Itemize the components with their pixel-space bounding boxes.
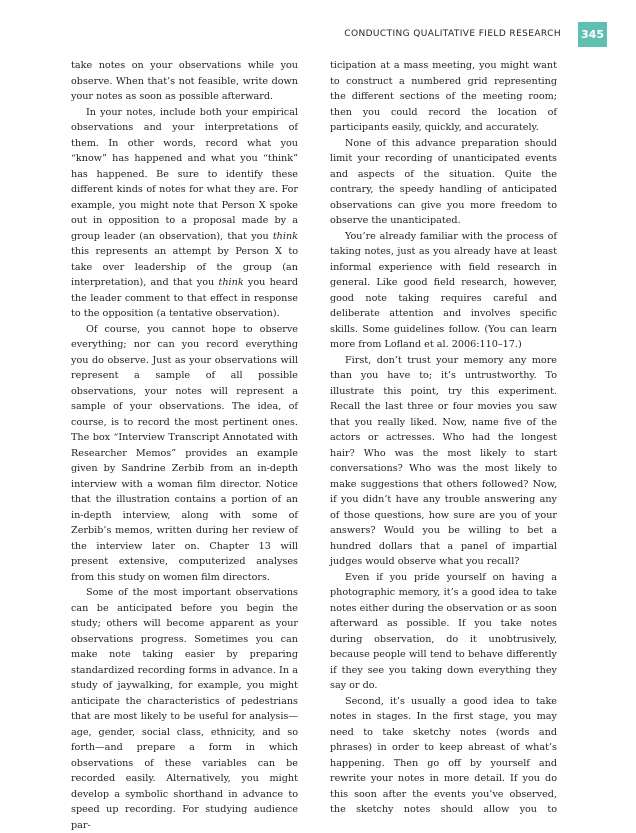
paragraph: Of course, you cannot hope to observe everything; nor can you record everything you do observe. Just as your observations will represent a sample of all possible observations, your notes will represent a sample of your observations. The idea, of course, is to record the most pertinent ones. The box “Interview Transcript Annotated with Researcher Memos” provides an example given by Sandrine Zerbib from an in-depth interview with a woman film director. Notice that the illustration contains a portion of an in-depth interview, along with some of Zerbib’s memos, written during her review of the interview later on. Chapter 13 will present extensive, computerized analyses from this study on women film directors. xyxy=(71,323,298,583)
paragraph: Even if you pride yourself on having a photographic memory, it’s a good idea to take notes either during the observation or as soon afterward as possible. If you take notes during observation, do it unobtrusively, because people will tend to behave differently if they see you taking down everything they say or do. xyxy=(330,571,557,691)
paragraph: First, don’t trust your memory any more than you have to; it’s untrustworthy. To illustrate this point, try this experiment. Recall the last three or four movies you saw that you really liked. Now, name five of the actors or actresses. Who had the longest hair? Who was the most likely to start conversations? Who was the most likely to make suggestions that others followed? Now, if you didn’t have any trouble answering any of those questions, how sure are you of your answers? Would you be willing to bet a hundred dollars that a panel of impartial judges would observe what you recall? xyxy=(330,354,557,567)
page-number-tab: 345 xyxy=(578,22,607,47)
emphasis-think: think xyxy=(218,277,244,288)
paragraph: Some of the most important observations can be anticipated before you begin the study; others will become apparent as your observations progress. Sometimes you can make note taking easier by preparing standardized recording forms in advance. In a study of jaywalking, for example, you might anticipate the characteristics of pedestrians that are most likely to be useful for analysis—age, gender, social class, ethnicity, and so forth—and prepare a form in which observations of these variables can be recorded easily. Alternatively, you might develop a symbolic shorthand in advance to speed up recording. For studying audience par- xyxy=(71,587,298,831)
paragraph: Second, it’s usually a good idea to take notes in stages. In the first stage, you may need to take sketchy notes (words and phrases) in order to keep abreast of what’s happening. Then go off by yourself and rewrite your notes in more detail. If you do this soon after the events you’ve observed, the sketchy notes should allow you to xyxy=(330,695,557,815)
paragraph: take notes on your observations while you observe. When that’s not feasible, write down your notes as soon as possible afterward. xyxy=(71,60,298,102)
right-column xyxy=(330,58,557,818)
paragraph-text: this represents an attempt by Person X to take over leadership of the group (an interpretation), and that you xyxy=(71,246,298,288)
paragraph: ticipation at a mass meeting, you might want to construct a numbered grid representing the different sections of the meeting room; then you could record the location of participants easily, quickly, and accurately. xyxy=(330,60,557,133)
paragraph: None of this advance preparation should limit your recording of unanticipated events and aspects of the situation. Quite the contrary, the speedy handling of anticipated observations can give you more freedom to observe the unanticipated. xyxy=(330,137,557,226)
paragraph xyxy=(71,105,298,322)
running-head: CONDUCTING QUALITATIVE FIELD RESEARCH xyxy=(344,29,561,39)
paragraph-text: you heard the leader comment to that effect in response to the opposition (a tentative observation). xyxy=(71,277,299,319)
paragraph: You’re already familiar with the process of taking notes, just as you already have at least informal experience with field research in general. Like good field research, however, good note taking requires careful and deliberate attention and involves specific skills. Some guidelines follow. (You can learn more from Lofland et al. 2006:110–17.) xyxy=(330,230,557,350)
paragraph-text: In your notes, include both your empirical observations and your interpretations of them. In other words, record what you “know” has happened and what you “think” has happened. Be sure to identify these different kinds of notes for what they are. For example, you might note that Person X spoke out in opposition to a proposal made by a group leader (an observation), that you xyxy=(71,106,298,242)
emphasis-think: think xyxy=(272,230,298,242)
left-column xyxy=(71,58,298,833)
